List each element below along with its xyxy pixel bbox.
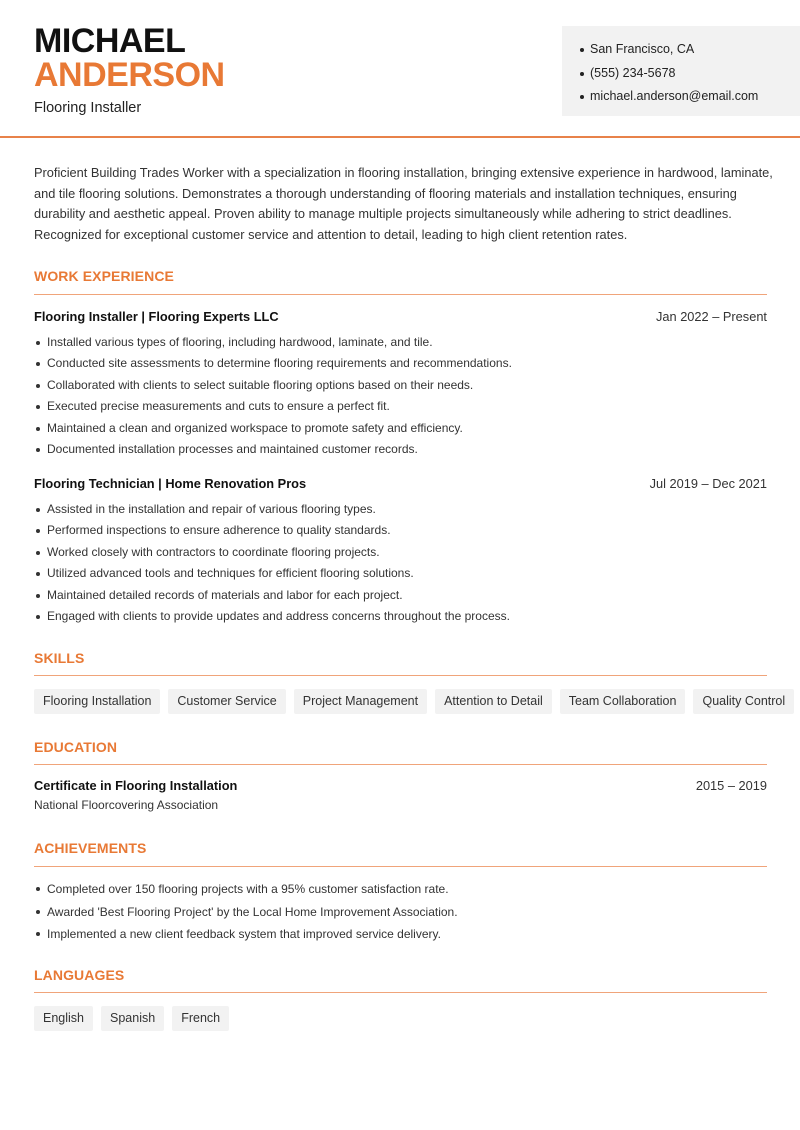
professional-summary: Proficient Building Trades Worker with a specialization in flooring installation, bringing extensive experience in hardwood, laminate, and tile flooring solutions. Demonstrates a thorough understanding of flooring materials and installation techniques, ensuring durability and aesthetic appeal. Proven ability to manage multiple projects simultaneously while adhering to strict deadlines. Recognized for exceptional customer service and attention to detail, leading to high client retention rates.	[34, 165, 773, 243]
section-divider	[34, 992, 767, 993]
list-item: Engaged with clients to provide updates and address concerns throughout the process.	[34, 606, 767, 627]
contact-phone: (555) 234-5678	[580, 62, 800, 86]
section-divider	[34, 675, 767, 676]
section-divider	[34, 294, 767, 295]
languages-list	[34, 1006, 229, 1031]
job-title: Flooring Installer	[34, 100, 142, 116]
resume-header	[0, 0, 800, 138]
section-title-skills: SKILLS	[34, 650, 85, 666]
language-chip: Spanish	[101, 1006, 164, 1031]
contact-email: michael.anderson@email.com	[580, 85, 800, 109]
list-item: Completed over 150 flooring projects with a 95% customer satisfaction rate.	[34, 878, 767, 901]
list-item: Installed various types of flooring, including hardwood, laminate, and tile.	[34, 332, 767, 353]
list-item: Conducted site assessments to determine flooring requirements and recommendations.	[34, 353, 767, 374]
list-item: Awarded 'Best Flooring Project' by the Local Home Improvement Association.	[34, 901, 767, 924]
job-role: Flooring Installer | Flooring Experts LLC	[34, 309, 279, 324]
section-title-languages: LANGUAGES	[34, 967, 125, 983]
job-dates: Jan 2022 – Present	[656, 309, 767, 324]
section-title-achievements: ACHIEVEMENTS	[34, 840, 147, 856]
job-entry	[34, 476, 767, 627]
section-divider	[34, 764, 767, 765]
job-role: Flooring Technician | Home Renovation Pros	[34, 476, 307, 491]
job-dates: Jul 2019 – Dec 2021	[649, 476, 767, 491]
language-chip: French	[172, 1006, 229, 1031]
language-chip: English	[34, 1006, 93, 1031]
list-item: Implemented a new client feedback system that improved service delivery.	[34, 923, 767, 946]
education-years: 2015 – 2019	[695, 778, 767, 793]
last-name: ANDERSON	[34, 56, 225, 94]
list-item: Worked closely with contractors to coordinate flooring projects.	[34, 542, 767, 563]
list-item: Maintained detailed records of materials and labor for each project.	[34, 585, 767, 606]
skill-chip: Customer Service	[168, 689, 285, 714]
skill-chip: Flooring Installation	[34, 689, 160, 714]
list-item: Assisted in the installation and repair of various flooring types.	[34, 499, 767, 520]
list-item: Executed precise measurements and cuts to ensure a perfect fit.	[34, 396, 767, 417]
contact-box	[562, 26, 800, 116]
first-name: MICHAEL	[34, 22, 186, 60]
list-item: Performed inspections to ensure adherence to quality standards.	[34, 520, 767, 541]
section-title-work: WORK EXPERIENCE	[34, 268, 174, 284]
list-item: Utilized advanced tools and techniques for efficient flooring solutions.	[34, 563, 767, 584]
list-item: Documented installation processes and maintained customer records.	[34, 439, 767, 460]
skill-chip: Team Collaboration	[560, 689, 686, 714]
education-entry	[34, 778, 767, 812]
skills-list	[34, 689, 794, 714]
education-degree: Certificate in Flooring Installation	[34, 778, 238, 793]
list-item: Collaborated with clients to select suitable flooring options based on their needs.	[34, 375, 767, 396]
education-school: National Floorcovering Association	[34, 798, 219, 812]
job-bullets	[34, 332, 767, 460]
job-bullets	[34, 499, 767, 627]
contact-location: San Francisco, CA	[580, 38, 800, 62]
candidate-name	[34, 24, 225, 92]
list-item: Maintained a clean and organized workspace to promote safety and efficiency.	[34, 418, 767, 439]
skill-chip: Quality Control	[693, 689, 794, 714]
achievements-list	[34, 878, 767, 946]
section-divider	[34, 866, 767, 867]
skill-chip: Attention to Detail	[435, 689, 552, 714]
job-entry	[34, 309, 767, 460]
skill-chip: Project Management	[294, 689, 427, 714]
section-title-education: EDUCATION	[34, 739, 118, 755]
